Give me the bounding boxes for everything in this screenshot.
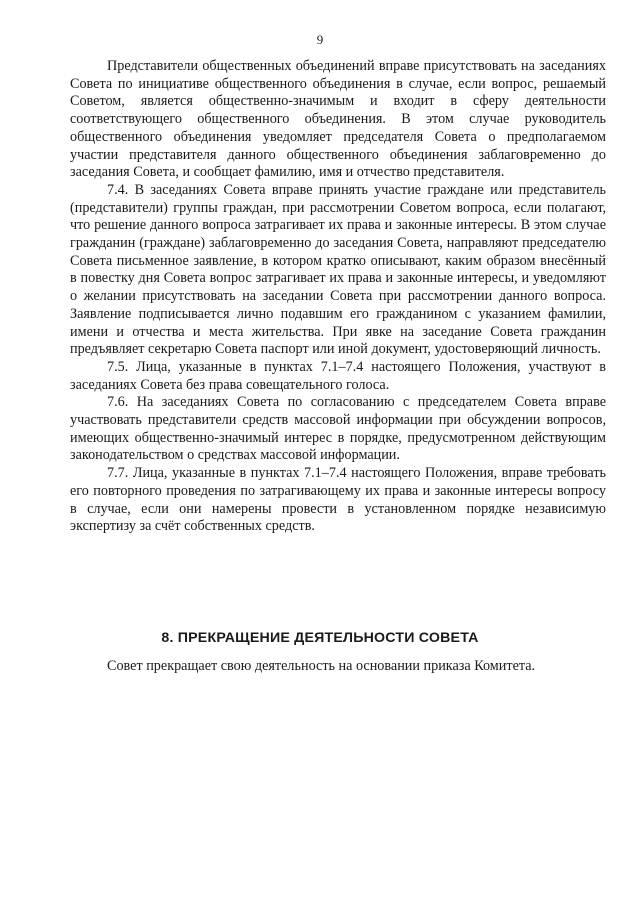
paragraph-7-7: 7.7. Лица, указанные в пунктах 7.1–7.4 настоящего Положения, вправе требовать его повторного проведения по затрагивающему их права и законные интересы вопросу в случае, если они намерены провести в установленном порядке независимую экспертизу за счёт собственных средств.	[70, 465, 606, 535]
paragraph-7-6: 7.6. На заседаниях Совета по согласованию с председателем Совета вправе участвовать представители средств массовой информации при обсуждении вопросов, имеющих общественно-значимый интерес в порядке, предусмотренном действующим законодательством о средствах массовой информации.	[70, 394, 606, 464]
paragraph-7-5: 7.5. Лица, указанные в пунктах 7.1–7.4 настоящего Положения, участвуют в заседаниях Совета без права совещательного голоса.	[70, 358, 606, 393]
page-number: 9	[316, 32, 324, 47]
body-text	[70, 58, 606, 536]
paragraph-representatives: Представители общественных объединений вправе присутствовать на заседаниях Совета по инициативе общественного объединения в случае, если вопрос, решаемый Советом, является общественно-значимым и входит в сферу деятельности соответствующего общественного объединения. В этом случае руководитель общественного объединения уведомляет председателя Совета о предполагаемом участии представителя данного общественного объединения заблаговременно до заседания Совета, и сообщает фамилию, имя и отчество представителя.	[70, 58, 606, 181]
closing-text	[70, 658, 606, 676]
paragraph-7-4: 7.4. В заседаниях Совета вправе принять участие граждане или представитель (представители) группы граждан, при рассмотрении Советом вопроса, если полагают, что решение данного вопроса затрагивает их права и законные интересы. В этом случае гражданин (граждане) заблаговременно до заседания Совета, направляют председателю Совета письменное заявление, в котором кратко описывают, каким образом внесённый в повестку дня Совета вопрос затрагивает их права и законные интересы, и уведомляют о желании присутствовать на заседании Совета при рассмотрении данного вопроса. Заявление подписывается лично подавшим его гражданином с указанием фамилии, имени и отчества и места жительства. При явке на заседание Совета гражданин предъявляет секретарю Совета паспорт или иной документ, удостоверяющий личность.	[70, 181, 606, 358]
section-heading: 8. ПРЕКРАЩЕНИЕ ДЕЯТЕЛЬНОСТИ СОВЕТА	[161, 630, 479, 646]
paragraph-termination: Совет прекращает свою деятельность на основании приказа Комитета.	[107, 658, 536, 674]
